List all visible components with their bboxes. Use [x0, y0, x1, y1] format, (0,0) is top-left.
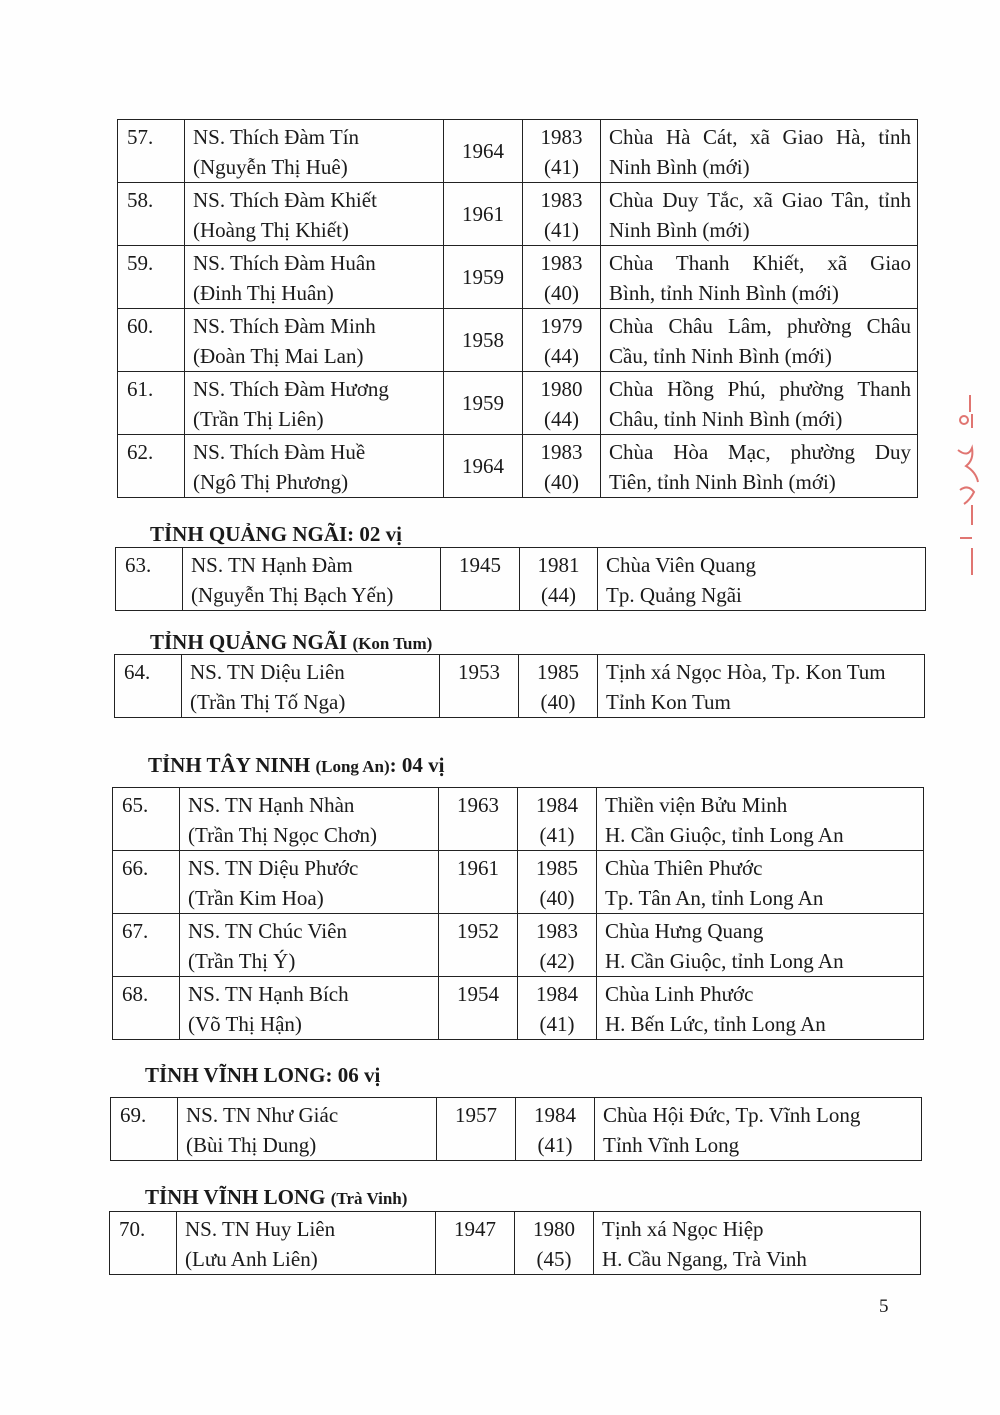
lay-name: (Trần Thị Tố Nga): [190, 690, 346, 714]
ordination-cell: [523, 183, 601, 246]
heading-main: TỈNH QUẢNG NGÃI: [150, 630, 348, 654]
table-row: [111, 1098, 922, 1161]
name-cell: [185, 183, 444, 246]
quang-ngai-kon-tum-table: [114, 654, 925, 718]
birth-year: 1947: [436, 1212, 515, 1275]
ordination-year: 1983: [540, 125, 583, 149]
birth-year: 1952: [439, 914, 518, 977]
monastic-name: NS. TN Diệu Phước: [188, 856, 359, 880]
ordination-year: 1984: [536, 982, 578, 1006]
monastic-name: NS. TN Diệu Liên: [190, 660, 345, 684]
age: (44): [544, 344, 579, 368]
birth-year: 1961: [439, 851, 518, 914]
tay-ninh-table: [112, 787, 924, 1040]
monastic-name: NS. TN Hạnh Đàm: [191, 553, 353, 577]
table-row: [118, 309, 918, 372]
ordination-cell: [518, 914, 597, 977]
place-line-2: Tp. Quảng Ngãi: [606, 583, 742, 607]
birth-year: 1945: [441, 548, 520, 611]
lay-name: (Hoàng Thị Khiết): [193, 218, 349, 242]
place-line-1: Chùa Hưng Quang: [605, 919, 764, 943]
name-cell: [185, 435, 444, 498]
age: (40): [539, 886, 575, 910]
ordination-cell: [523, 372, 601, 435]
place-line-2: Tiên, tỉnh Ninh Bình (mới): [609, 470, 836, 494]
place-line-1: Chùa Thiên Phước: [605, 856, 763, 880]
table-row: [115, 655, 925, 718]
ninh-binh-table: [117, 119, 918, 498]
age: (41): [539, 823, 575, 847]
lay-name: (Nguyễn Thị Bạch Yến): [191, 583, 394, 607]
lay-name: (Trần Kim Hoa): [188, 886, 324, 910]
place-cell: [597, 788, 924, 851]
place-cell: [597, 977, 924, 1040]
ordination-year: 1980: [533, 1217, 575, 1241]
lay-name: (Đinh Thị Huân): [193, 281, 334, 305]
place-cell: [601, 246, 918, 309]
name-cell: [185, 120, 444, 183]
place-cell: [598, 548, 926, 611]
place-line-1: Thiền viện Bửu Minh: [605, 793, 788, 817]
monastic-name: NS. TN Hạnh Bích: [188, 982, 349, 1006]
quang-ngai-table: [115, 547, 926, 611]
place-line-2: Ninh Bình (mới): [609, 155, 750, 179]
ordination-cell: [523, 309, 601, 372]
table-row: [113, 851, 924, 914]
ordination-cell: [516, 1098, 595, 1161]
birth-year: 1959: [444, 372, 523, 435]
row-number: 59.: [118, 246, 185, 309]
ordination-cell: [518, 977, 597, 1040]
table-row: [118, 183, 918, 246]
name-cell: [178, 1098, 437, 1161]
place-line-2: Ninh Bình (mới): [609, 218, 750, 242]
row-number: 63.: [116, 548, 183, 611]
place-cell: [598, 655, 925, 718]
ordination-year: 1984: [534, 1103, 576, 1127]
ordination-year: 1983: [540, 440, 583, 464]
place-line-1: Chùa Thanh Khiết, xã Giao: [609, 251, 911, 275]
name-cell: [182, 655, 440, 718]
heading-sub: (Kon Tum): [352, 634, 433, 653]
row-number: 58.: [118, 183, 185, 246]
ordination-year: 1984: [536, 793, 578, 817]
place-line-1: Chùa Hà Cát, xã Giao Hà, tỉnh: [609, 125, 911, 149]
birth-year: 1963: [439, 788, 518, 851]
place-cell: [595, 1098, 922, 1161]
age: (44): [541, 583, 576, 607]
table-row: [110, 1212, 921, 1275]
row-number: 61.: [118, 372, 185, 435]
place-line-1: Chùa Hòa Mạc, phường Duy: [609, 440, 911, 464]
monastic-name: NS. Thích Đàm Huề: [193, 440, 366, 464]
age: (41): [539, 1012, 575, 1036]
age: (42): [539, 949, 575, 973]
place-line-1: Tịnh xá Ngọc Hiệp: [602, 1217, 764, 1241]
ordination-cell: [520, 548, 598, 611]
name-cell: [180, 977, 439, 1040]
heading-main: TỈNH TÂY NINH: [148, 753, 311, 777]
table-row: [118, 120, 918, 183]
row-number: 66.: [113, 851, 180, 914]
table-row: [116, 548, 926, 611]
place-line-1: Chùa Châu Lâm, phường Châu: [609, 314, 911, 338]
place-line-2: Châu, tỉnh Ninh Bình (mới): [609, 407, 843, 431]
age: (40): [540, 690, 576, 714]
monastic-name: NS. Thích Đàm Khiết: [193, 188, 377, 212]
section-heading-quang-ngai: TỈNH QUẢNG NGÃI: 02 vị: [150, 522, 403, 546]
place-cell: [601, 309, 918, 372]
name-cell: [183, 548, 441, 611]
place-cell: [601, 372, 918, 435]
row-number: 57.: [118, 120, 185, 183]
row-number: 68.: [113, 977, 180, 1040]
monastic-name: NS. Thích Đàm Minh: [193, 314, 376, 338]
page-number: 5: [879, 1296, 889, 1317]
ordination-year: 1983: [540, 251, 583, 275]
place-line-2: Bình, tỉnh Ninh Bình (mới): [609, 281, 839, 305]
birth-year: 1961: [444, 183, 523, 246]
ordination-year: 1981: [537, 553, 580, 577]
place-line-2: Cầu, tỉnh Ninh Bình (mới): [609, 344, 832, 368]
place-cell: [597, 914, 924, 977]
vinh-long-tra-vinh-table: [109, 1211, 921, 1275]
section-heading-quang-ngai-kon-tum: [150, 630, 432, 655]
monastic-name: NS. TN Như Giác: [186, 1103, 339, 1127]
birth-year: 1953: [440, 655, 519, 718]
heading-count: : 04 vị: [389, 753, 445, 777]
place-line-1: Tịnh xá Ngọc Hòa, Tp. Kon Tum: [606, 660, 886, 684]
monastic-name: NS. Thích Đàm Huân: [193, 251, 376, 275]
ordination-cell: [523, 246, 601, 309]
monastic-name: NS. Thích Đàm Tín: [193, 125, 360, 149]
age: (41): [537, 1133, 573, 1157]
ordination-cell: [523, 435, 601, 498]
birth-year: 1964: [444, 120, 523, 183]
ordination-cell: [515, 1212, 594, 1275]
heading-main: TỈNH VĨNH LONG: [145, 1185, 326, 1209]
place-cell: [597, 851, 924, 914]
section-heading-vinh-long-tra-vinh: [145, 1185, 407, 1210]
age: (41): [544, 155, 579, 179]
ordination-cell: [518, 851, 597, 914]
ordination-year: 1985: [537, 660, 579, 684]
heading-sub: (Long An): [315, 757, 390, 776]
place-line-1: Chùa Linh Phước: [605, 982, 754, 1006]
table-row: [118, 246, 918, 309]
place-line-1: Chùa Hồng Phú, phường Thanh: [609, 377, 911, 401]
ordination-year: 1979: [540, 314, 583, 338]
place-cell: [594, 1212, 921, 1275]
place-line-1: Chùa Hội Đức, Tp. Vĩnh Long: [603, 1103, 861, 1127]
age: (45): [536, 1247, 572, 1271]
row-number: 67.: [113, 914, 180, 977]
lay-name: (Lưu Anh Liên): [185, 1247, 318, 1271]
age: (40): [544, 281, 579, 305]
ordination-year: 1983: [540, 188, 583, 212]
place-line-1: Chùa Duy Tắc, xã Giao Tân, tỉnh: [609, 188, 911, 212]
ordination-year: 1985: [536, 856, 578, 880]
heading-sub: (Trà Vinh): [330, 1189, 408, 1208]
stamp-mark: [950, 390, 990, 590]
monastic-name: NS. TN Chúc Viên: [188, 919, 347, 943]
lay-name: (Trần Thị Ý): [188, 949, 296, 973]
ordination-year: 1980: [540, 377, 583, 401]
ordination-cell: [523, 120, 601, 183]
place-line-1: Chùa Viên Quang: [606, 553, 756, 577]
row-number: 62.: [118, 435, 185, 498]
vinh-long-table: [110, 1097, 922, 1161]
lay-name: (Trần Thị Liên): [193, 407, 324, 431]
monastic-name: NS. TN Hạnh Nhàn: [188, 793, 355, 817]
row-number: 64.: [115, 655, 182, 718]
table-row: [113, 788, 924, 851]
place-line-2: Tỉnh Vĩnh Long: [603, 1133, 740, 1157]
birth-year: 1959: [444, 246, 523, 309]
table-row: [118, 435, 918, 498]
row-number: 70.: [110, 1212, 177, 1275]
table-row: [118, 372, 918, 435]
place-cell: [601, 120, 918, 183]
name-cell: [180, 851, 439, 914]
place-cell: [601, 435, 918, 498]
lay-name: (Nguyễn Thị Huê): [193, 155, 348, 179]
birth-year: 1957: [437, 1098, 516, 1161]
name-cell: [185, 372, 444, 435]
lay-name: (Trần Thị Ngọc Chơn): [188, 823, 378, 847]
name-cell: [185, 309, 444, 372]
table-row: [113, 914, 924, 977]
name-cell: [185, 246, 444, 309]
row-number: 65.: [113, 788, 180, 851]
lay-name: (Võ Thị Hận): [188, 1012, 302, 1036]
ordination-cell: [518, 788, 597, 851]
section-heading-tay-ninh: [148, 753, 444, 778]
place-line-2: H. Bến Lức, tỉnh Long An: [605, 1012, 826, 1036]
lay-name: (Ngô Thị Phương): [193, 470, 349, 494]
ordination-cell: [519, 655, 598, 718]
birth-year: 1964: [444, 435, 523, 498]
ordination-year: 1983: [536, 919, 578, 943]
place-line-2: Tp. Tân An, tỉnh Long An: [605, 886, 824, 910]
birth-year: 1954: [439, 977, 518, 1040]
age: (41): [544, 218, 579, 242]
age: (40): [544, 470, 579, 494]
age: (44): [544, 407, 579, 431]
lay-name: (Bùi Thị Dung): [186, 1133, 317, 1157]
name-cell: [180, 788, 439, 851]
table-row: [113, 977, 924, 1040]
row-number: 69.: [111, 1098, 178, 1161]
place-line-2: Tỉnh Kon Tum: [606, 690, 731, 714]
place-line-2: H. Cầu Ngang, Trà Vinh: [602, 1247, 807, 1271]
name-cell: [177, 1212, 436, 1275]
place-cell: [601, 183, 918, 246]
name-cell: [180, 914, 439, 977]
lay-name: (Đoàn Thị Mai Lan): [193, 344, 364, 368]
monastic-name: NS. TN Huy Liên: [185, 1217, 336, 1241]
birth-year: 1958: [444, 309, 523, 372]
place-line-2: H. Cần Giuộc, tỉnh Long An: [605, 949, 844, 973]
row-number: 60.: [118, 309, 185, 372]
monastic-name: NS. Thích Đàm Hương: [193, 377, 389, 401]
section-heading-vinh-long: TỈNH VĨNH LONG: 06 vị: [145, 1063, 381, 1087]
place-line-2: H. Cần Giuộc, tỉnh Long An: [605, 823, 844, 847]
